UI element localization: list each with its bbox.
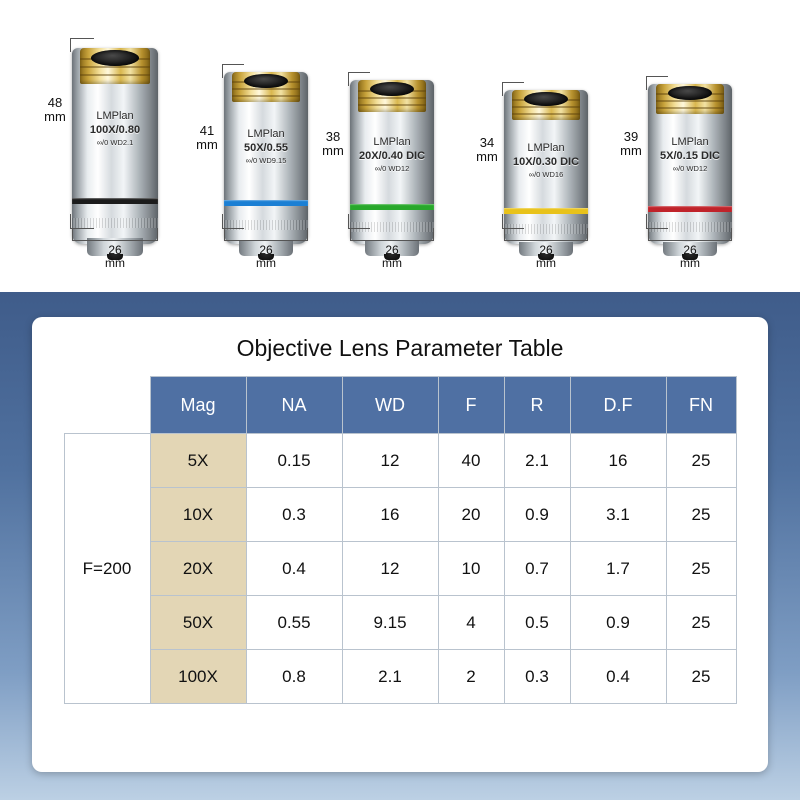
cell-mag: 100X xyxy=(150,650,246,704)
width-dimension xyxy=(667,244,713,270)
column-header-r: R xyxy=(504,377,570,434)
cell-wd: 9.15 xyxy=(342,596,438,650)
lens-spec: 50X/0.55 xyxy=(243,141,289,154)
table-row xyxy=(64,542,736,596)
height-unit: mm xyxy=(44,108,66,124)
cell-mag: 5X xyxy=(150,434,246,488)
lens-item xyxy=(648,84,732,244)
column-header-wd: WD xyxy=(342,377,438,434)
objective-lens-photo xyxy=(0,0,800,292)
table-row xyxy=(64,434,736,488)
height-unit: mm xyxy=(476,148,498,164)
cell-fn: 25 xyxy=(666,650,736,704)
height-dimension xyxy=(614,130,648,157)
page-title: Objective Lens Parameter Table xyxy=(236,335,564,361)
lens-barrel xyxy=(648,84,732,244)
cell-r: 0.3 xyxy=(504,650,570,704)
width-unit: mm xyxy=(536,256,556,271)
height-value: 48 xyxy=(47,95,63,110)
cell-df: 1.7 xyxy=(570,542,666,596)
height-dimension xyxy=(316,130,350,157)
column-header-blank xyxy=(64,377,150,434)
cell-wd: 12 xyxy=(342,542,438,596)
height-value: 39 xyxy=(623,129,639,144)
cell-f: 4 xyxy=(438,596,504,650)
width-value: 26 xyxy=(539,243,553,257)
cell-mag: 10X xyxy=(150,488,246,542)
cell-fn: 25 xyxy=(666,434,736,488)
lens-knurl xyxy=(72,218,158,228)
lens-item xyxy=(504,90,588,244)
cell-na: 0.8 xyxy=(246,650,342,704)
lens-aperture-top xyxy=(91,50,139,66)
lens-engraving xyxy=(648,136,732,173)
width-value: 26 xyxy=(259,243,273,257)
width-unit: mm xyxy=(256,256,276,271)
cell-r: 0.5 xyxy=(504,596,570,650)
width-unit: mm xyxy=(105,256,125,271)
cell-wd: 12 xyxy=(342,434,438,488)
lens-item xyxy=(72,48,158,244)
cell-r: 0.7 xyxy=(504,542,570,596)
cell-fn: 25 xyxy=(666,596,736,650)
cell-f: 2 xyxy=(438,650,504,704)
table-row xyxy=(64,596,736,650)
parameter-table-panel xyxy=(0,292,800,800)
focal-length-label: F=200 xyxy=(64,434,150,704)
cell-na: 0.4 xyxy=(246,542,342,596)
lens-color-band xyxy=(72,198,158,204)
lens-name: LMPlan xyxy=(527,142,565,154)
width-unit: mm xyxy=(680,256,700,271)
height-value: 38 xyxy=(325,129,341,144)
height-value: 34 xyxy=(479,135,495,150)
lens-barrel xyxy=(224,72,308,244)
cell-df: 0.9 xyxy=(570,596,666,650)
cell-wd: 2.1 xyxy=(342,650,438,704)
width-dimension xyxy=(92,244,138,270)
cell-r: 0.9 xyxy=(504,488,570,542)
column-header-mag: Mag xyxy=(150,377,246,434)
cell-fn: 25 xyxy=(666,542,736,596)
height-unit: mm xyxy=(196,136,218,152)
cell-f: 10 xyxy=(438,542,504,596)
cell-f: 40 xyxy=(438,434,504,488)
table-row xyxy=(64,488,736,542)
width-value: 26 xyxy=(108,243,122,257)
lens-color-band xyxy=(224,200,308,206)
lens-aperture-top xyxy=(668,86,712,100)
lens-color-band xyxy=(504,208,588,214)
lens-detail: ∞/0 WD2.1 xyxy=(96,137,134,147)
lens-aperture-top xyxy=(244,74,288,88)
height-dimension xyxy=(470,136,504,163)
width-unit: mm xyxy=(382,256,402,271)
lens-engraving xyxy=(72,110,158,147)
lens-barrel xyxy=(504,90,588,244)
height-unit: mm xyxy=(322,142,344,158)
lens-detail: ∞/0 WD12 xyxy=(374,163,410,173)
lens-item xyxy=(224,72,308,244)
lens-name: LMPlan xyxy=(247,128,285,140)
lens-name: LMPlan xyxy=(96,110,134,122)
table-row xyxy=(64,650,736,704)
height-unit: mm xyxy=(620,142,642,158)
table-header-row xyxy=(64,377,736,434)
lens-knurl xyxy=(648,222,732,232)
lens-engraving xyxy=(224,128,308,165)
width-dimension xyxy=(523,244,569,270)
cell-r: 2.1 xyxy=(504,434,570,488)
lens-knurl xyxy=(350,222,434,232)
lens-spec: 100X/0.80 xyxy=(89,123,141,136)
width-value: 26 xyxy=(385,243,399,257)
lens-aperture-top xyxy=(370,82,414,96)
column-header-fn: FN xyxy=(666,377,736,434)
lens-spec: 5X/0.15 DIC xyxy=(660,149,720,162)
lens-name: LMPlan xyxy=(373,136,411,148)
height-dimension xyxy=(190,124,224,151)
column-header-df: D.F xyxy=(570,377,666,434)
cell-df: 3.1 xyxy=(570,488,666,542)
cell-na: 0.3 xyxy=(246,488,342,542)
lens-color-band xyxy=(648,206,732,212)
width-dimension xyxy=(243,244,289,270)
lens-spec: 20X/0.40 DIC xyxy=(358,149,426,162)
width-value: 26 xyxy=(683,243,697,257)
lens-name: LMPlan xyxy=(671,136,709,148)
cell-na: 0.55 xyxy=(246,596,342,650)
lens-aperture-top xyxy=(524,92,568,106)
parameter-table xyxy=(64,376,737,704)
cell-df: 16 xyxy=(570,434,666,488)
lens-detail: ∞/0 WD16 xyxy=(528,169,564,179)
lens-spec: 10X/0.30 DIC xyxy=(512,155,580,168)
column-header-f: F xyxy=(438,377,504,434)
lens-barrel xyxy=(350,80,434,244)
cell-mag: 20X xyxy=(150,542,246,596)
height-dimension xyxy=(38,96,72,123)
lens-color-band xyxy=(350,204,434,210)
width-dimension xyxy=(369,244,415,270)
lens-engraving xyxy=(504,142,588,179)
lens-detail: ∞/0 WD12 xyxy=(672,163,708,173)
cell-na: 0.15 xyxy=(246,434,342,488)
cell-fn: 25 xyxy=(666,488,736,542)
lens-detail: ∞/0 WD9.15 xyxy=(245,155,287,165)
cell-mag: 50X xyxy=(150,596,246,650)
cell-wd: 16 xyxy=(342,488,438,542)
lens-barrel xyxy=(72,48,158,244)
cell-f: 20 xyxy=(438,488,504,542)
column-header-na: NA xyxy=(246,377,342,434)
lens-item xyxy=(350,80,434,244)
height-value: 41 xyxy=(199,123,215,138)
lens-knurl xyxy=(504,224,588,234)
parameter-table-card xyxy=(32,317,768,772)
cell-df: 0.4 xyxy=(570,650,666,704)
lens-engraving xyxy=(350,136,434,173)
